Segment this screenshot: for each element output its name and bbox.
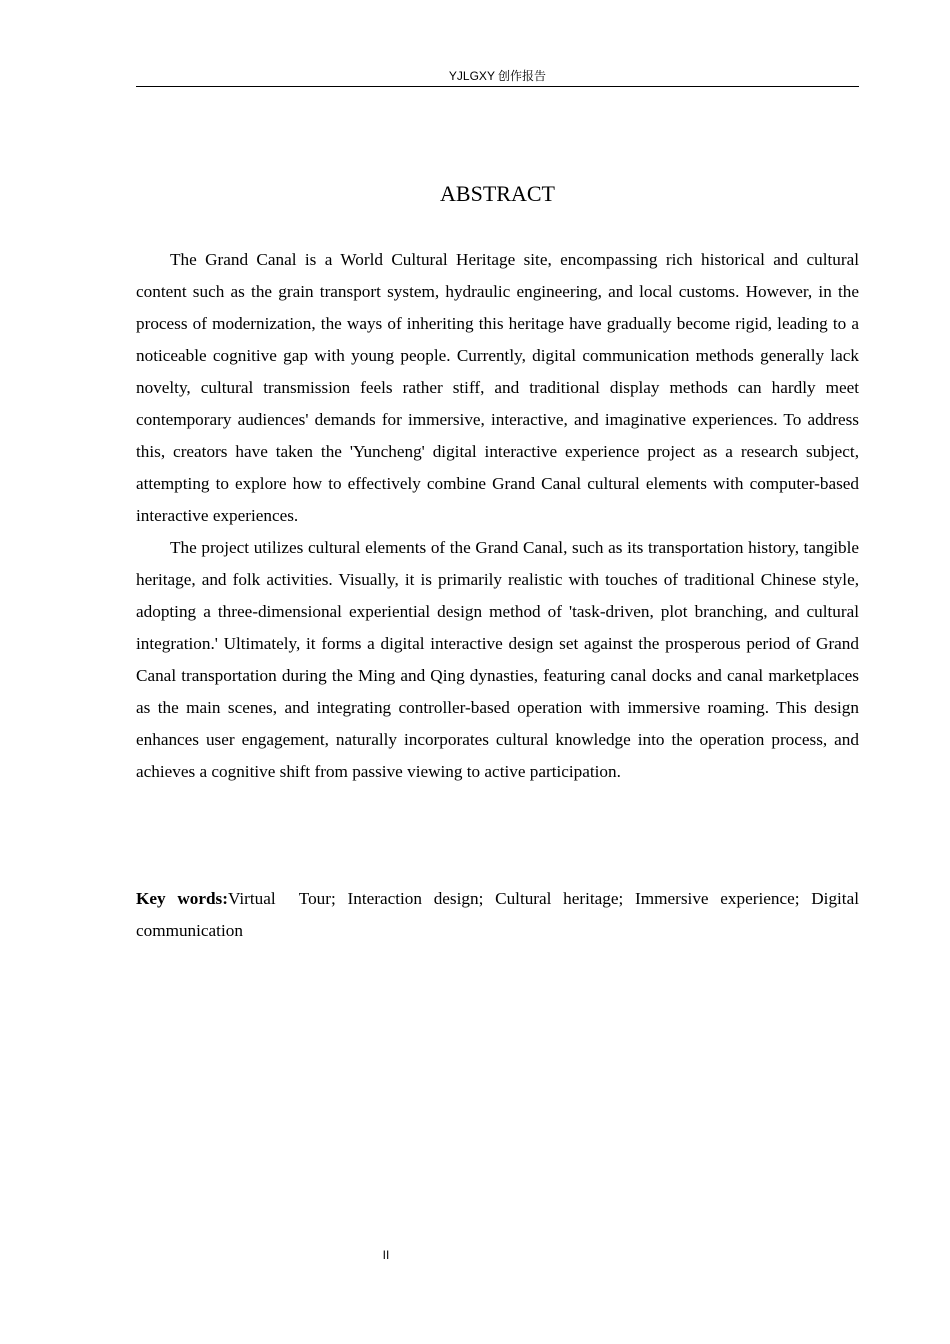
page-number: II	[382, 1248, 390, 1262]
abstract-body	[136, 244, 859, 788]
keywords-text: Virtual Tour; Interaction design; Cultural heritage; Immersive experience; Digital communication	[136, 889, 864, 940]
running-header: YJLGXY 创作报告	[136, 68, 859, 87]
abstract-paragraph-2: The project utilizes cultural elements of the Grand Canal, such as its transportation history, tangible heritage, and folk activities. Visually, it is primarily realistic with touches of traditional Chinese style, adopting a three-dimensional experiential design method of 'task-driven, plot branching, and cultural integration.' Ultimately, it forms a digital interactive design set against the prosperous period of Grand Canal transportation during the Ming and Qing dynasties, featuring canal docks and canal marketplaces as the main scenes, and integrating controller-based operation with immersive roaming. This design enhances user engagement, naturally incorporates cultural knowledge into the operation process, and achieves a cognitive shift from passive viewing to active participation.	[136, 538, 859, 781]
abstract-title: ABSTRACT	[440, 181, 555, 206]
keywords	[136, 883, 864, 947]
abstract-paragraph-1: The Grand Canal is a World Cultural Heritage site, encompassing rich historical and cultural content such as the grain transport system, hydraulic engineering, and local customs. However, in the process of modernization, the ways of inheriting this heritage have gradually become rigid, leading to a noticeable cognitive gap with young people. Currently, digital communication methods generally lack novelty, cultural transmission feels rather stiff, and traditional display methods can hardly meet contemporary audiences' demands for immersive, interactive, and imaginative experiences. To address this, creators have taken the 'Yuncheng' digital interactive experience project as a research subject, attempting to explore how to effectively combine Grand Canal cultural elements with computer-based interactive experiences.	[136, 250, 859, 525]
keywords-label: Key words:	[136, 889, 228, 908]
